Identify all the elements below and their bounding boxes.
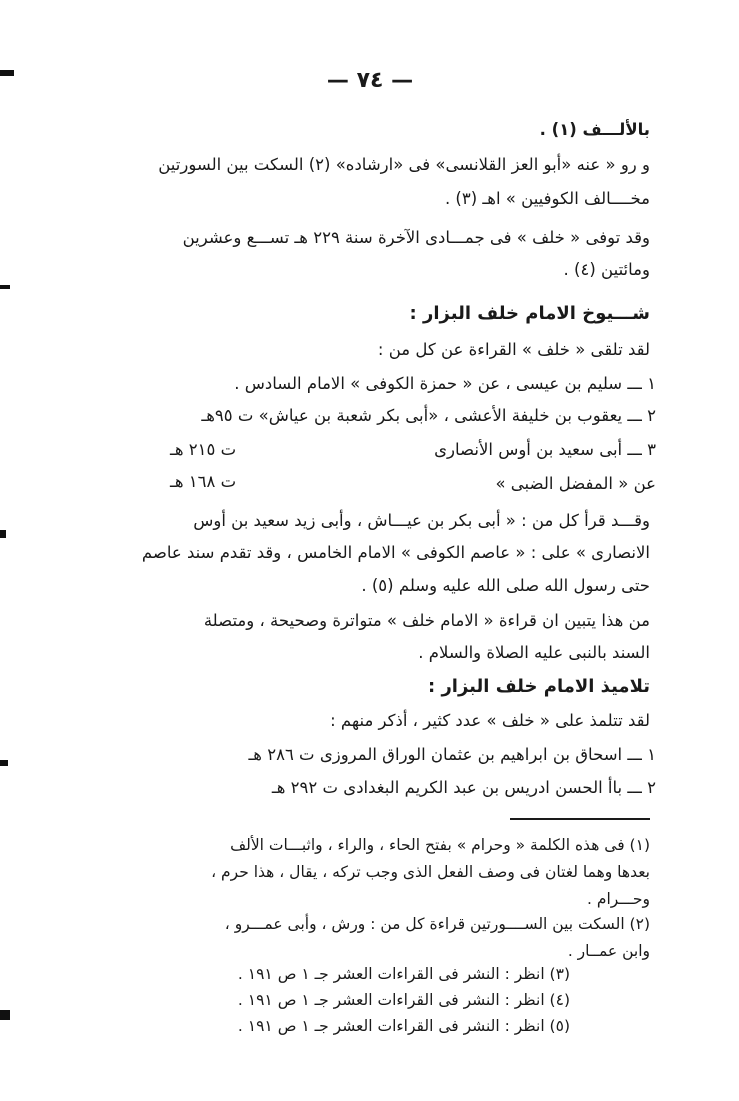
footnote-line: (٤) انظر : النشر فى القراءات العشر جـ ١ ص ١٩١ . [237,991,570,1009]
body-line: بالألـــف (١) . [539,120,650,139]
body-line: وقـــد قرأ كل من : « أبى بكر بن عيـــاش ، وأبى زيد سعيد بن أوس [193,511,650,530]
scan-edge-mark [0,530,6,538]
body-line: لقد تلقى « خلف » القراءة عن كل من : [377,340,650,359]
scan-edge-mark [0,1010,10,1020]
body-line: لقد تتلمذ على « خلف » عدد كثير ، أذكر منهم : [330,711,650,730]
section-heading: شـــيوخ الامام خلف البزار : [409,303,650,324]
teacher-date: ت ١٦٨ هـ [170,472,237,491]
body-line: و رو « عنه «أبو العز القلانسى» فى «ارشاده» (٢) السكت بين السورتين [158,155,650,174]
body-line: وقد توفى « خلف » فى جمـــادى الآخرة سنة ٢٢٩ هـ تســـع وعشرين [182,228,650,247]
body-line: السند بالنبى عليه الصلاة والسلام . [418,643,650,662]
teacher-item: ٢ ـــ يعقوب بن خليفة الأعشى ، «أبى بكر شعبة بن عياش» ت ٩٥هـ [201,406,656,425]
footnote-line: (٢) السكت بين الســــورتين قراءة كل من : ورش ، وأبى عمـــرو ، [224,915,650,933]
scan-edge-mark [0,285,10,289]
footnote-line: (٥) انظر : النشر فى القراءات العشر جـ ١ ص ١٩١ . [237,1017,570,1035]
student-item: ١ ـــ اسحاق بن ابراهيم بن عثمان الوراق المروزى ت ٢٨٦ هـ [248,745,656,764]
teacher-item: ١ ـــ سليم بن عيسى ، عن « حمزة الكوفى » الامام السادس . [234,374,656,393]
teacher-date: ت ٢١٥ هـ [170,440,237,459]
body-line: مخــــالف الكوفيين » اهـ (٣) . [444,189,650,208]
document-page [90,0,656,1101]
footnote-line: بعدها وهما لغتان فى وصف الفعل الذى وجب تركه ، يقال ، هذا حرم ، [211,863,650,881]
teacher-item: عن « المفضل الضبى » [495,474,656,493]
footnote-line: وابن عمــار . [567,942,650,960]
footnote-line: (٣) انظر : النشر فى القراءات العشر جـ ١ ص ١٩١ . [237,965,570,983]
student-item: ٢ ـــ باأ الحسن ادريس بن عبد الكريم البغدادى ت ٢٩٢ هـ [271,778,656,797]
footnote-line: وحـــرام . [587,890,650,908]
body-line: حتى رسول الله صلى الله عليه وسلم (٥) . [361,576,650,595]
teacher-item: ٣ ـــ أبى سعيد بن أوس الأنصارى [434,440,656,459]
page-number: — ٧٤ — [326,68,414,93]
body-line: الانصارى » على : « عاصم الكوفى » الامام الخامس ، وقد تقدم سند عاصم [141,543,650,562]
footnote-separator [510,818,650,820]
scan-edge-mark [0,760,8,766]
body-line: من هذا يتبين ان قراءة « الامام خلف » متواترة وصحيحة ، ومتصلة [203,611,650,630]
section-heading: تلاميذ الامام خلف البزار : [427,676,650,697]
body-line: ومائتين (٤) . [563,260,650,279]
footnote-line: (١) فى هذه الكلمة « وحرام » بفتح الحاء ، والراء ، واثبـــات الألف [230,836,650,854]
scan-edge-mark [0,70,14,76]
